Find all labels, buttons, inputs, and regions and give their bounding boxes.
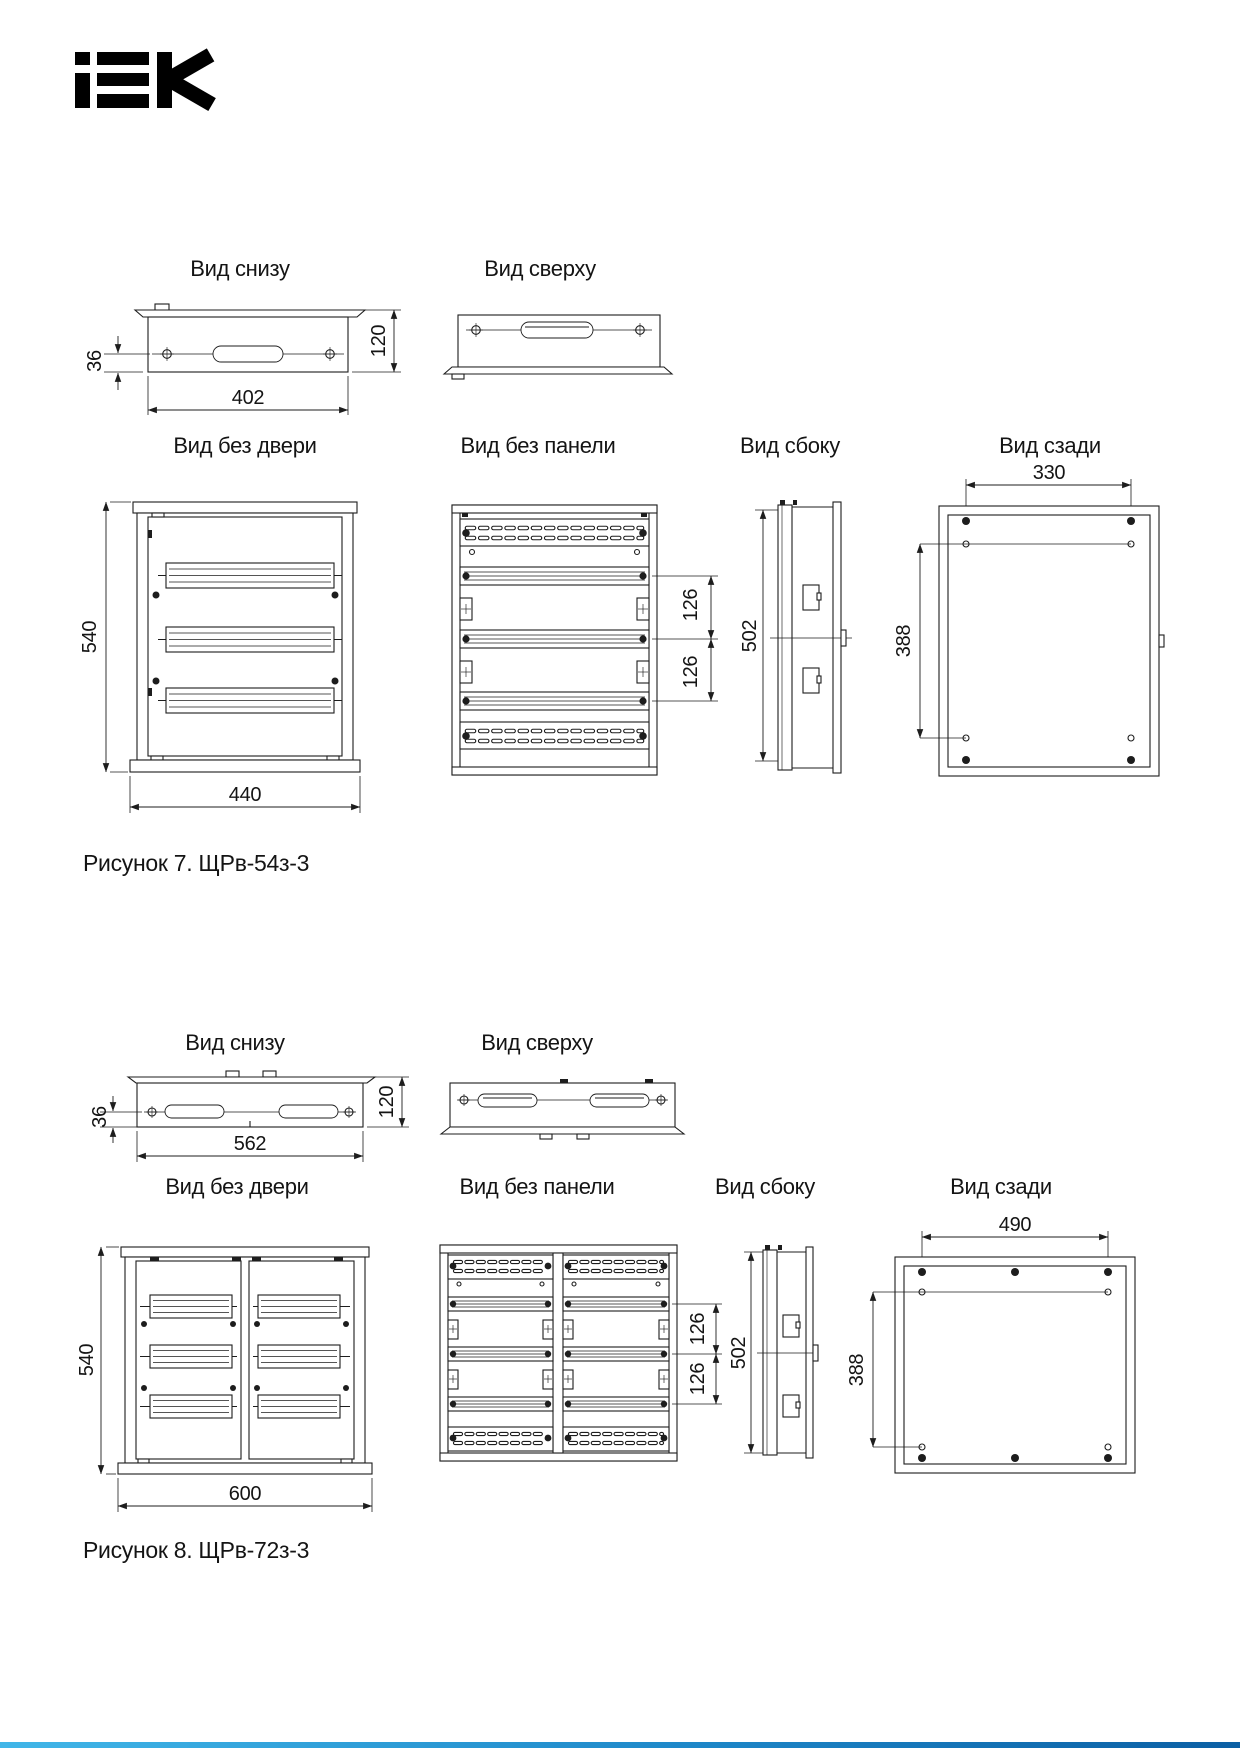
iek-logo [75,48,216,111]
fig8-dim-540: 540 [76,1343,98,1377]
figure8 [76,1030,1135,1563]
perforated-strip [448,1427,553,1451]
fig8-panel-view-label: Вид без панели [459,1174,615,1199]
fig7-dim-402: 402 [231,387,265,409]
fig7-dim-330: 330 [1032,462,1066,484]
fig8-bottom-view-label: Вид снизу [185,1030,285,1055]
din-rail [460,567,649,585]
fig7-top-view-label: Вид сверху [484,256,596,281]
perforated-strip [460,722,649,749]
fig7-dim-126-bottom: 126 [680,655,702,689]
accent-bar [0,1742,1240,1748]
din-rail [460,692,649,710]
knockout [783,1315,800,1337]
fig8-top-view-label: Вид сверху [481,1030,593,1055]
fig8-panel-view [440,1174,722,1461]
fig8-rear-view-label: Вид сзади [950,1174,1052,1199]
fig7-front-view-label: Вид без двери [173,433,317,458]
fig8-dim-36: 36 [89,1106,111,1128]
perforated-strip [563,1427,669,1451]
fig8-dim-502: 502 [728,1336,750,1370]
fig7-panel-view [452,433,718,775]
fig7-dim-126-top: 126 [680,588,702,622]
fig7-bottom-view [84,256,401,415]
fig8-dim-562: 562 [233,1133,267,1155]
fig8-dim-126-bottom: 126 [687,1362,709,1396]
fig7-dim-36: 36 [84,350,106,372]
fig8-front-view [76,1174,372,1512]
knockout [803,668,821,693]
fig8-dim-600: 600 [228,1483,262,1505]
fig8-top-view [441,1030,684,1139]
fig8-dim-490: 490 [998,1214,1032,1236]
fig8-side-view [715,1174,818,1458]
fig7-bottom-view-label: Вид снизу [190,256,290,281]
knockout [803,585,821,610]
fig8-side-view-label: Вид сбоку [715,1174,815,1199]
fig7-rear-view [893,433,1164,776]
knockout [783,1395,800,1417]
din-row [158,688,342,713]
fig8-dim-120: 120 [376,1085,398,1119]
fig7-dim-440: 440 [228,784,262,806]
fig7-dim-502: 502 [739,619,761,653]
fig8-dim-126-top: 126 [687,1312,709,1346]
fig7-caption: Рисунок 7. ЩРв-54з-3 [83,850,310,876]
figure7 [79,256,1164,876]
fig8-front-view-label: Вид без двери [165,1174,309,1199]
din-row [158,627,342,652]
fig7-dim-388: 388 [893,624,915,658]
fig8-dim-388: 388 [846,1353,868,1387]
fig7-side-view [739,433,852,773]
fig8-caption: Рисунок 8. ЩРв-72з-3 [83,1537,310,1563]
fig8-rear-view [846,1174,1135,1473]
fig7-top-view [444,256,672,379]
fig7-rear-view-label: Вид сзади [999,433,1101,458]
fig7-panel-view-label: Вид без панели [460,433,616,458]
din-row [158,563,342,588]
fig7-dim-540: 540 [79,620,101,654]
fig7-side-view-label: Вид сбоку [740,433,840,458]
din-rail [460,630,649,648]
fig7-front-view [79,433,360,813]
fig8-bottom-view [89,1030,409,1162]
fig7-dim-120: 120 [368,324,390,358]
